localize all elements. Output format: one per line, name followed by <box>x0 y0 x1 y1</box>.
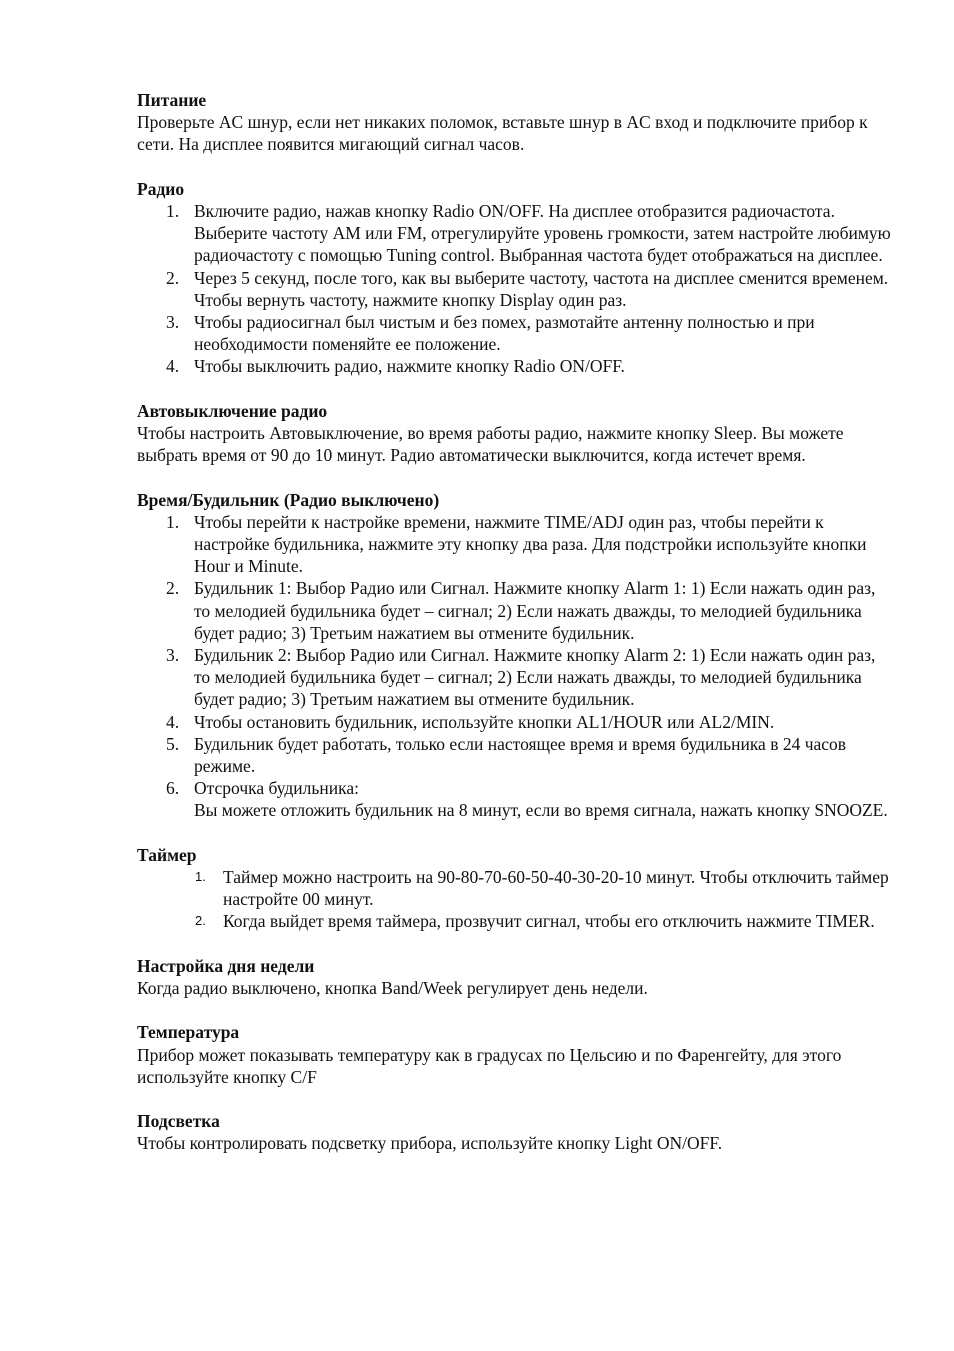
list-text: Чтобы перейти к настройке времени, нажмите TIME/ADJ один раз, чтобы перейти к настройке будильника, нажмите эту кнопку два раза. Для подстройки используйте кнопки Hour и Minute. <box>194 511 867 577</box>
list-number: 1. <box>166 511 180 532</box>
list-text: Чтобы выключить радио, нажмите кнопку Radio ON/OFF. <box>194 356 625 377</box>
list-item <box>137 200 893 267</box>
list-number: 2. <box>195 913 206 929</box>
list-text: Таймер можно настроить на 90-80-70-60-50-40-30-20-10 минут. Чтобы отключить таймер настройте 00 минут. <box>223 867 889 910</box>
list-item <box>137 644 893 711</box>
list-text: Отсрочка будильника: <box>194 778 359 799</box>
section-alarm <box>137 489 893 822</box>
section-text: Прибор может показывать температуру как в градусах по Цельсию и по Фаренгейту, для этого используйте кнопку C/F <box>137 1044 842 1087</box>
list-text: Будильник 2: Выбор Радио или Сигнал. Нажмите кнопку Alarm 2: 1) Если нажать один раз, то мелодией будильника будет – сигнал; 2) Если нажать дважды, то мелодией будильника будет радио; 3) Третьим нажатием вы отмените будильник. <box>194 645 876 710</box>
list-subtext: Вы можете отложить будильник на 8 минут, если во время сигнала, нажать кнопку SNOOZE. <box>194 800 888 821</box>
document-page <box>137 89 893 1177</box>
list-item <box>137 777 893 821</box>
section-text: Проверьте AC шнур, если нет никаких поломок, вставьте шнур в AC вход и подключите прибор к сети. На дисплее появится мигающий сигнал часов. <box>137 112 868 155</box>
section-weekday <box>137 955 893 999</box>
list-text: Когда выйдет время таймера, прозвучит сигнал, чтобы его отключить нажмите TIMER. <box>223 911 875 932</box>
list-number: 3. <box>166 312 180 333</box>
list-item <box>137 733 893 777</box>
list-item <box>137 711 893 733</box>
section-radio <box>137 178 893 378</box>
list-text: Будильник 1: Выбор Радио или Сигнал. Нажмите кнопку Alarm 1: 1) Если нажать один раз, то мелодией будильника будет – сигнал; 2) Если нажать дважды, то мелодией будильника будет радио; 3) Третьим нажатием вы отмените будильник. <box>194 578 876 643</box>
list-number: 1. <box>195 869 206 885</box>
list-item <box>137 267 893 311</box>
section-power <box>137 89 893 156</box>
section-backlight <box>137 1110 893 1154</box>
section-text: Чтобы настроить Автовыключение, во время работы радио, нажмите кнопку Sleep. Вы можете выбрать время от 90 до 10 минут. Радио автоматически выключится, когда истечет время. <box>137 423 844 466</box>
list-text: Чтобы радиосигнал был чистым и без помех, размотайте антенну полностью и при необходимости поменяйте ее положение. <box>194 312 815 355</box>
list-item <box>137 311 893 355</box>
list-item <box>137 511 893 578</box>
section-text: Чтобы контролировать подсветку прибора, используйте кнопку Light ON/OFF. <box>137 1133 723 1154</box>
list-item <box>137 866 893 910</box>
section-text: Когда радио выключено, кнопка Band/Week регулирует день недели. <box>137 978 648 999</box>
list-number: 4. <box>166 356 180 377</box>
section-title: Настройка дня недели <box>137 955 315 976</box>
list-text: Через 5 секунд, после того, как вы выберите частоту, частота на дисплее сменится временем. Чтобы вернуть частоту, нажмите кнопку Display один раз. <box>194 267 889 310</box>
section-timer <box>137 844 893 933</box>
list-number: 3. <box>166 645 180 666</box>
section-temperature <box>137 1021 893 1088</box>
list-number: 1. <box>166 201 180 221</box>
radio-list <box>137 200 893 378</box>
list-text: Чтобы остановить будильник, используйте кнопки AL1/HOUR или AL2/MIN. <box>194 711 775 732</box>
timer-list <box>137 866 893 933</box>
section-title: Время/Будильник (Радио выключено) <box>137 489 440 510</box>
section-title: Автовыключение радио <box>137 400 328 421</box>
section-title: Температура <box>137 1022 240 1043</box>
list-item <box>137 577 893 644</box>
section-sleep <box>137 400 893 467</box>
alarm-list <box>137 511 893 822</box>
list-item <box>137 910 893 932</box>
list-number: 6. <box>166 778 180 799</box>
list-number: 2. <box>166 267 180 288</box>
list-text: Будильник будет работать, только если настоящее время и время будильника в 24 часов режиме. <box>194 733 847 777</box>
section-title: Радио <box>137 178 185 199</box>
section-title: Таймер <box>137 844 197 865</box>
list-number: 5. <box>166 733 180 754</box>
list-number: 2. <box>166 578 180 599</box>
list-item <box>137 355 893 377</box>
list-number: 4. <box>166 711 180 732</box>
list-text: Включите радио, нажав кнопку Radio ON/OFF. На дисплее отобразится радиочастота. Выберите частоту AM или FM, отрегулируйте уровень громкости, затем настройте любимую радиочастоту с помощью Tuning control. Выбранная частота будет отображаться на дисплее. <box>194 201 891 266</box>
section-title: Питание <box>137 90 207 110</box>
section-title: Подсветка <box>137 1111 220 1132</box>
